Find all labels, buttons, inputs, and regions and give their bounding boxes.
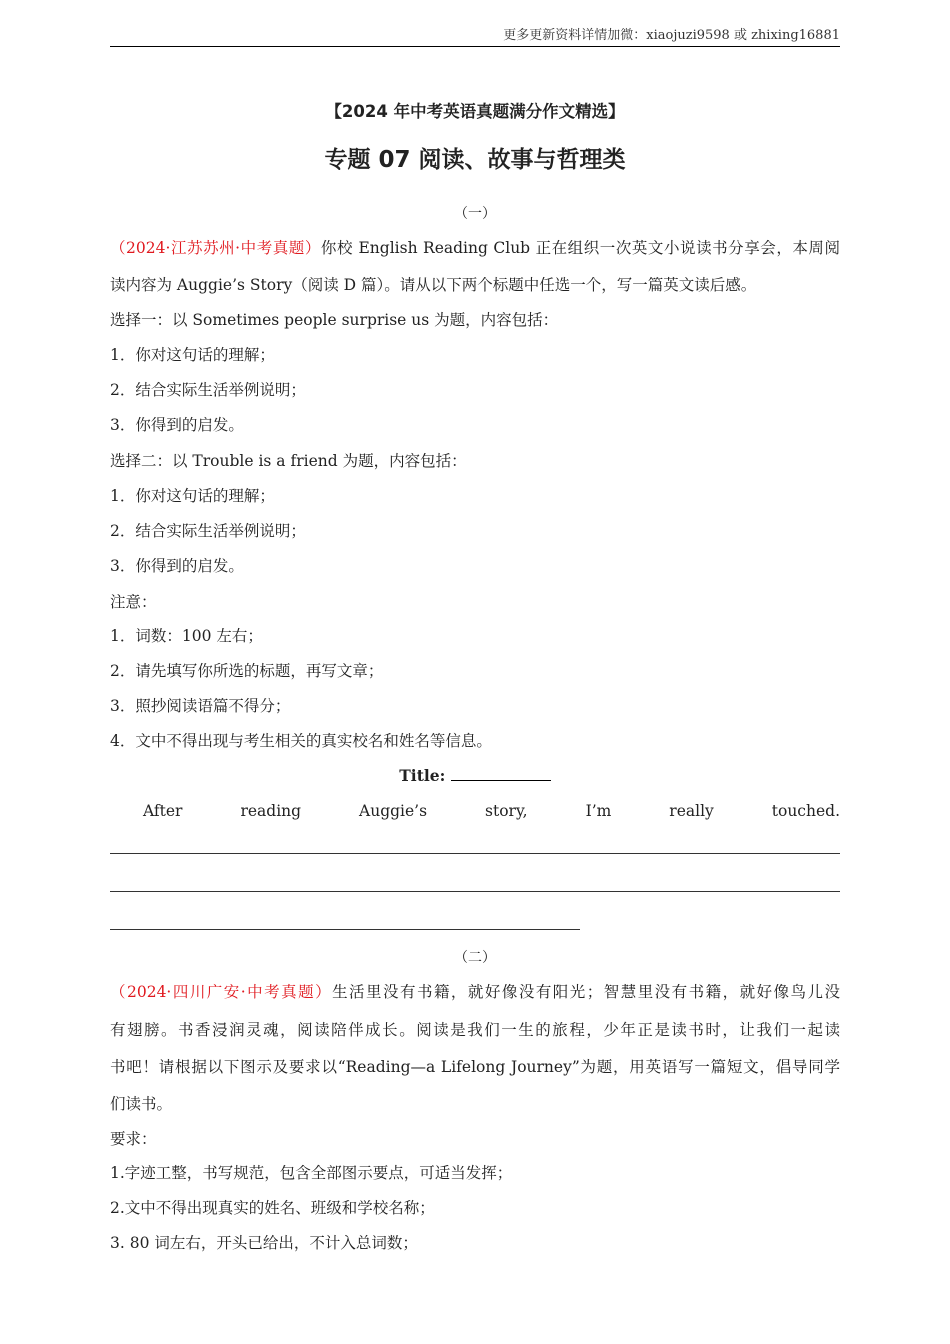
note-item: 4．文中不得出现与考生相关的真实校名和姓名等信息。	[110, 732, 492, 750]
option-1-item: 2．结合实际生活举例说明；	[110, 381, 306, 399]
opening-word: touched.	[771, 802, 840, 820]
opening-word: story,	[485, 802, 528, 820]
section-2-intro-text-1: 生活里没有书籍，就好像没有阳光；智慧里没有书籍，就好像鸟儿没	[332, 983, 840, 1001]
page-header	[110, 28, 840, 47]
option-2-item: 2．结合实际生活举例说明；	[110, 522, 306, 540]
section-2-intro-line-2: 有翅膀。书香浸润灵魂，阅读陪伴成长。阅读是我们一生的旅程，少年正是读书时，让我们一起读	[110, 1021, 840, 1039]
note-item: 2．请先填写你所选的标题，再写文章；	[110, 662, 384, 680]
title-label: Title:	[399, 766, 446, 785]
section-2-intro-line-1	[110, 982, 840, 1002]
section-1-marker: （一）	[454, 206, 496, 222]
section-1-intro-text-1: 你校 English Reading Club 正在组织一次英文小说读书分享会，本周阅	[320, 239, 840, 257]
answer-line	[110, 891, 840, 892]
title-line	[110, 766, 840, 786]
opening-word: I’m	[585, 802, 612, 820]
answer-line	[110, 929, 580, 930]
series-title: 【2024 年中考英语真题满分作文精选】	[325, 102, 625, 121]
requirement-item: 3. 80 词左右，开头已给出，不计入总词数；	[110, 1234, 418, 1252]
option-2-heading: 选择二：以 Trouble is a friend 为题，内容包括：	[110, 452, 467, 470]
answer-line	[110, 853, 840, 854]
note-item: 1．词数：100 左右；	[110, 627, 263, 645]
note-item: 3．照抄阅读语篇不得分；	[110, 697, 291, 715]
opening-word: After	[143, 802, 183, 820]
section-2-intro-line-4: 们读书。	[110, 1095, 173, 1113]
section-2-marker: （二）	[454, 950, 496, 966]
requirement-item: 1.字迹工整，书写规范，包含全部图示要点，可适当发挥；	[110, 1164, 513, 1182]
option-1-item: 3．你得到的启发。	[110, 416, 244, 434]
option-1-item: 1．你对这句话的理解；	[110, 346, 275, 364]
requirements-label: 要求：	[110, 1130, 157, 1148]
opening-sentence	[110, 801, 840, 821]
section-1-intro-line-1	[110, 238, 840, 258]
opening-word: really	[669, 802, 714, 820]
page-title: 专题 07 阅读、故事与哲理类	[324, 147, 626, 173]
section-2-source: （2024·四川广安·中考真题）	[110, 983, 333, 1001]
option-1-heading: 选择一：以 Sometimes people surprise us 为题，内容包括：	[110, 311, 559, 329]
opening-word: Auggie’s	[359, 802, 428, 820]
requirement-item: 2.文中不得出现真实的姓名、班级和学校名称；	[110, 1199, 435, 1217]
option-2-item: 1．你对这句话的理解；	[110, 487, 275, 505]
option-2-item: 3．你得到的启发。	[110, 557, 244, 575]
header-text: 更多更新资料详情加微：xiaojuzi9598 或 zhixing16881	[503, 28, 840, 43]
title-blank	[451, 766, 551, 781]
section-1-intro-line-2: 读内容为 Auggie’s Story（阅读 D 篇）。请从以下两个标题中任选一个，写一篇英文读后感。	[110, 276, 757, 294]
notes-label: 注意：	[110, 593, 157, 611]
section-2-intro-line-3: 书吧！请根据以下图示及要求以“Reading—a Lifelong Journey”为题，用英语写一篇短文，倡导同学	[110, 1058, 840, 1076]
opening-word: reading	[240, 802, 302, 820]
section-1-source: （2024·江苏苏州·中考真题）	[110, 239, 321, 257]
